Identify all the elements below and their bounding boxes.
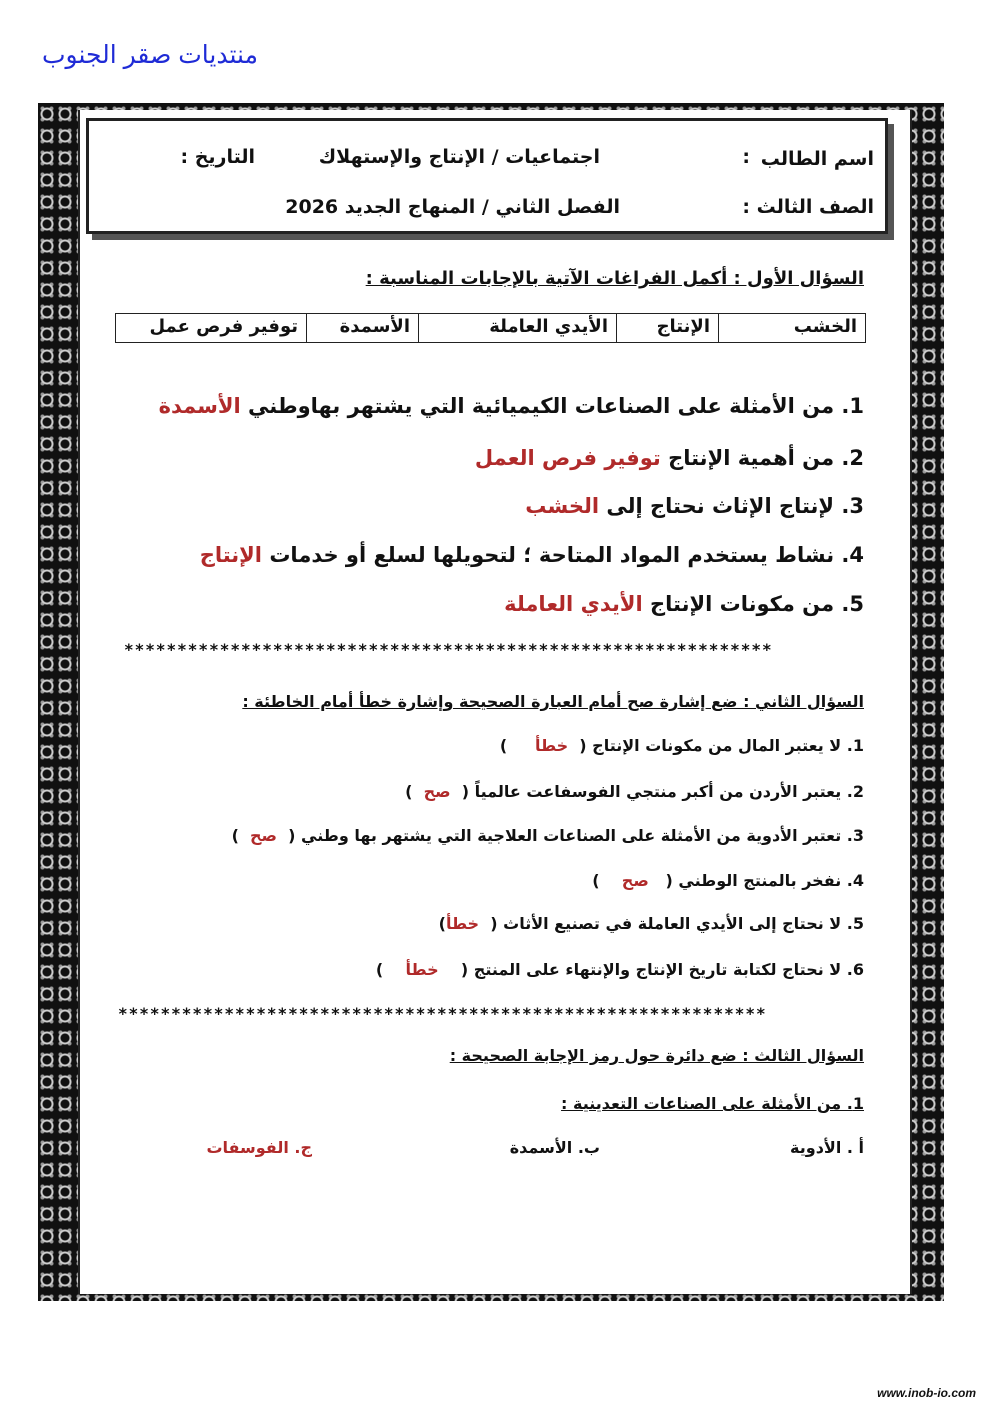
q2-item-answer: صح xyxy=(423,782,451,801)
q3-option: أ . الأدوية xyxy=(790,1138,864,1157)
q2-item: 5. لا نحتاج إلى الأيدي العاملة في تصنيع الأثاث ( خطأ) xyxy=(438,914,864,933)
word-bank-cell: الأسمدة xyxy=(306,314,418,342)
q1-item-answer: الإنتاج xyxy=(199,543,263,567)
q1-item-answer: الخشب xyxy=(525,494,600,518)
word-bank xyxy=(115,313,866,343)
q1-item-answer: الأيدي العاملة xyxy=(504,592,643,616)
q2-item-answer: صح xyxy=(250,826,278,845)
q2-title: السؤال الثاني : ضع إشارة صح أمام العبارة الصحيحة وإشارة خطأ أمام الخاطئة : xyxy=(242,692,864,711)
q1-item xyxy=(525,494,864,518)
separator-stars: ************************************************************* xyxy=(124,640,773,659)
q2-item-text: 1. لا يعتبر المال من مكونات الإنتاج xyxy=(592,736,864,755)
q2-item: 3. تعتبر الأدوية من الأمثلة على الصناعات العلاجية التي يشتهر بها وطني ( صح ) xyxy=(231,826,864,845)
q3-question: 1. من الأمثلة على الصناعات التعدينية : xyxy=(561,1094,864,1113)
date-label: التاريخ : xyxy=(180,146,255,168)
q1-item-text: 4. نشاط يستخدم المواد المتاحة ؛ لتحويلها لسلع أو خدمات xyxy=(269,543,864,567)
q1-item xyxy=(200,543,864,567)
word-bank-cell: توفير فرص عمل xyxy=(149,316,298,337)
student-name-label: اسم الطالب xyxy=(760,148,874,170)
q2-item: 1. لا يعتبر المال من مكونات الإنتاج ( خطأ ) xyxy=(499,736,864,755)
footer-url: www.inob-io.com xyxy=(877,1386,976,1400)
q2-item-text: 4. نفخر بالمنتج الوطني xyxy=(678,871,864,890)
q3-title: السؤال الثالث : ضع دائرة حول رمز الإجابة الصحيحة : xyxy=(449,1046,864,1065)
q1-item-text: 5. من مكونات الإنتاج xyxy=(649,592,864,616)
q2-item: 2. يعتبر الأردن من أكبر منتجي الفوسفاعت عالمياً ( صح ) xyxy=(405,782,864,801)
q2-item: 4. نفخر بالمنتج الوطني ( صح ) xyxy=(592,871,864,890)
q2-item-answer: خطأ xyxy=(535,736,569,755)
q2-item: 6. لا نحتاج لكتابة تاريخ الإنتاج والإنتهاء على المنتج ( خطأ ) xyxy=(375,960,864,979)
q2-item-text: 2. يعتبر الأردن من أكبر منتجي الفوسفاعت عالمياً xyxy=(474,782,864,801)
q1-item-text: 3. لإنتاج الإثاث نحتاج إلى xyxy=(606,494,864,518)
q1-item-text: 1. من الأمثلة على الصناعات الكيميائية التي يشتهر بهاوطني xyxy=(248,394,864,418)
q1-item xyxy=(159,394,864,418)
q2-item-text: 5. لا نحتاج إلى الأيدي العاملة في تصنيع الأثاث xyxy=(503,914,864,933)
term-title: الفصل الثاني / المنهاج الجديد 2026 xyxy=(285,196,620,218)
q3-option-correct: ج. الفوسفات xyxy=(206,1138,312,1157)
word-bank-cell: الإنتاج xyxy=(616,314,718,342)
word-bank-cell: الخشب xyxy=(718,314,865,342)
q1-item-text: 2. من أهمية الإنتاج xyxy=(668,446,864,470)
grade-label: الصف الثالث : xyxy=(742,196,874,218)
q1-item-answer: الأسمدة xyxy=(158,394,241,418)
q3-option: ب. الأسمدة xyxy=(509,1138,600,1157)
separator-stars: ************************************************************* xyxy=(118,1004,767,1023)
q1-item xyxy=(504,592,864,616)
q2-item-answer: صح xyxy=(621,871,649,890)
word-bank-cell: الأيدي العاملة xyxy=(418,314,616,342)
q2-item-text: 6. لا نحتاج لكتابة تاريخ الإنتاج والإنتهاء على المنتج xyxy=(473,960,864,979)
q1-item xyxy=(475,446,864,470)
q2-item-answer: خطأ xyxy=(405,960,439,979)
q2-item-text: 3. تعتبر الأدوية من الأمثلة على الصناعات العلاجية التي يشتهر بها وطني xyxy=(301,826,864,845)
q1-item-answer: توفير فرص العمل xyxy=(474,446,661,470)
q2-item-answer: خطأ xyxy=(445,914,480,933)
student-name-colon: : xyxy=(742,146,750,168)
subject-title: اجتماعيات / الإنتاج والإستهلاك xyxy=(318,146,600,168)
q1-title: السؤال الأول : أكمل الفراغات الآتية بالإجابات المناسبة : xyxy=(365,268,864,289)
site-title: منتديات صقر الجنوب xyxy=(42,41,258,69)
